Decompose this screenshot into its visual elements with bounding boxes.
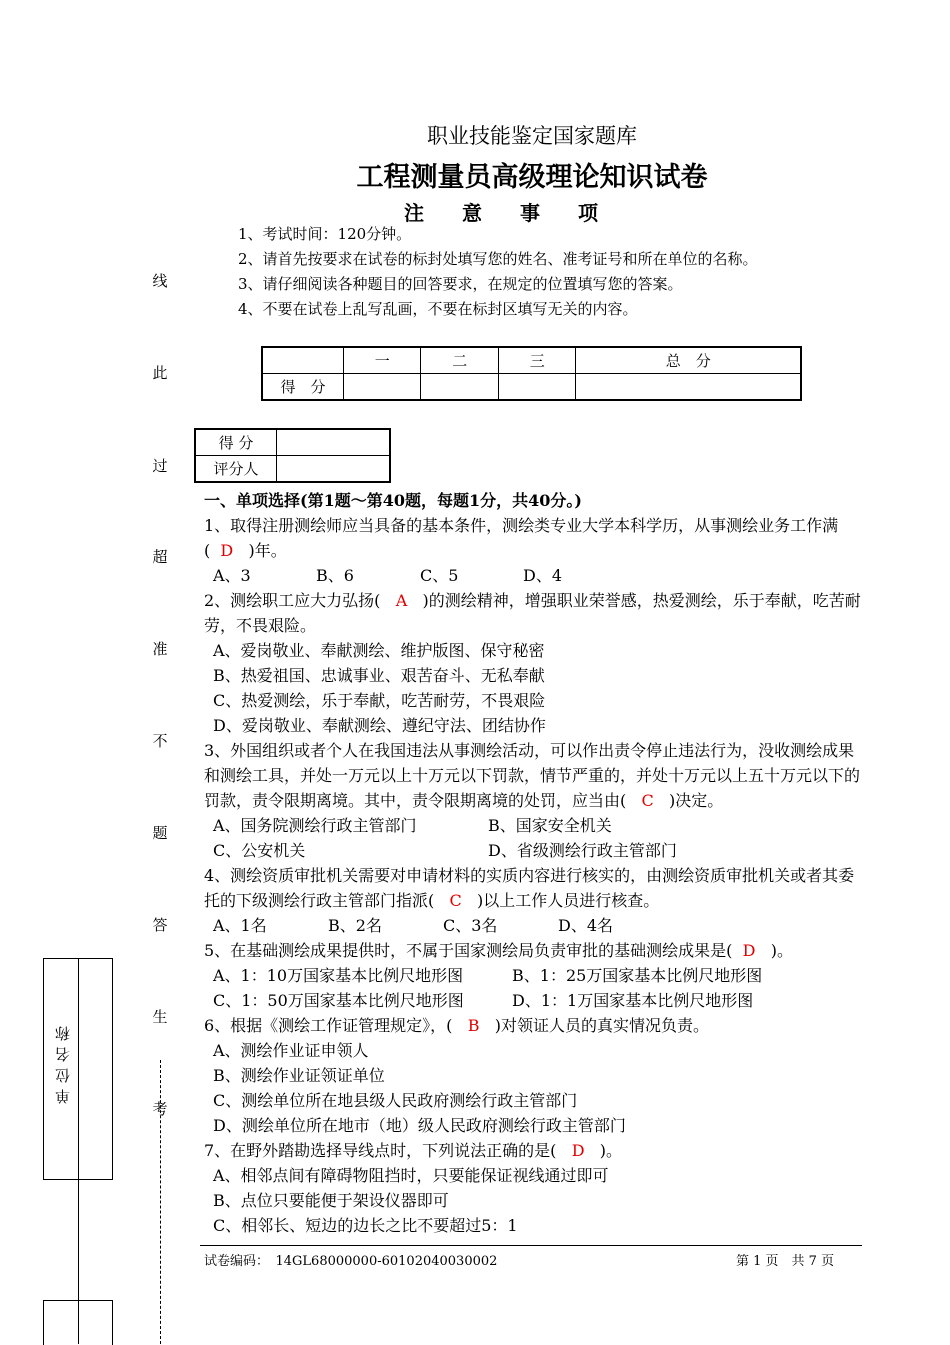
option[interactable]: A、爱岗敬业、奉献测绘、维护版图、保守秘密 [213, 641, 545, 660]
option[interactable]: B、6 [316, 566, 354, 585]
question-text: )年。 [248, 541, 287, 560]
score-table-header: 一 [344, 347, 421, 374]
option[interactable]: B、国家安全机关 [488, 816, 612, 835]
option[interactable]: D、爱岗敬业、奉献测绘、遵纪守法、团结协作 [213, 716, 546, 735]
unit-box-divider [78, 958, 79, 1344]
grader-box [194, 428, 391, 483]
notice-item: 3、请仔细阅读各种题目的回答要求，在规定的位置填写您的答案。 [238, 275, 683, 293]
grader-score-cell[interactable] [277, 429, 391, 456]
option[interactable]: C、3名 [443, 916, 498, 935]
notice-item: 1、考试时间：120分钟。 [238, 225, 412, 243]
option[interactable]: B、热爱祖国、忠诚事业、艰苦奋斗、无私奉献 [213, 666, 545, 685]
question-text: )。 [770, 941, 793, 960]
margin-char: 线 [152, 272, 168, 290]
question-text: )的测绘精神，增强职业荣誉感，热爱测绘，乐于奉献，吃苦耐劳，不畏艰险。 [204, 591, 861, 635]
notice-item: 2、请首先按要求在试卷的标封处填写您的姓名、准考证号和所在单位的名称。 [238, 250, 758, 268]
score-cell[interactable] [498, 374, 575, 401]
unit-name-label [52, 1020, 72, 1110]
margin-char: 此 [152, 364, 168, 382]
answer: A [395, 591, 408, 610]
question-7 [204, 1138, 864, 1163]
answer: C [449, 891, 462, 910]
question-text: )。 [599, 1141, 623, 1160]
option[interactable]: B、点位只要能便于架设仪器即可 [213, 1191, 449, 1210]
score-table-header: 三 [498, 347, 575, 374]
option[interactable]: D、4名 [558, 916, 614, 935]
bank-title: 职业技能鉴定国家题库 [427, 124, 637, 148]
question-text: 3、外国组织或者个人在我国违法从事测绘活动，可以作出责令停止违法行为，没收测绘成果和测绘工具，并处一万元以上十万元以下罚款，情节严重的，并处十万元以上五十万元以下的罚款，责令限期离境。其中，责令限期离境的处罚，应当由( [204, 741, 861, 810]
question-text: )以上工作人员进行核查。 [477, 891, 660, 910]
option[interactable]: A、测绘作业证申领人 [213, 1041, 369, 1060]
question-text: 1、取得注册测绘师应当具备的基本条件，测绘类专业大学本科学历，从事测绘业务工作满( [204, 516, 839, 560]
option[interactable]: C、公安机关 [213, 841, 306, 860]
unit-name-text: 单位名称 [54, 1020, 72, 1104]
question-4 [204, 863, 864, 913]
score-row-label: 得 分 [262, 374, 344, 401]
score-table [261, 346, 802, 401]
section-title: 一、单项选择(第1题～第40题，每题1分，共40分。) [204, 491, 582, 510]
question-1 [204, 513, 864, 563]
exam-code: 试卷编码： 14GL68000000-60102040030002 [204, 1254, 498, 1269]
exam-title: 工程测量员高级理论知识试卷 [356, 162, 708, 193]
option[interactable]: D、测绘单位所在地市（地）级人民政府测绘行政主管部门 [213, 1116, 626, 1135]
answer: D [571, 1141, 585, 1160]
margin-char: 准 [152, 640, 168, 658]
question-text: 6、根据《测绘工作证管理规定》，( [204, 1016, 453, 1035]
option[interactable]: D、4 [523, 566, 563, 585]
option[interactable]: A、1：10万国家基本比例尺地形图 [213, 966, 464, 985]
question-text: )对领证人员的真实情况负责。 [494, 1016, 709, 1035]
option[interactable]: D、省级测绘行政主管部门 [488, 841, 677, 860]
option[interactable]: A、3 [213, 566, 251, 585]
notice-item: 4、不要在试卷上乱写乱画，不要在标封区填写无关的内容。 [238, 300, 638, 318]
question-text: 4、测绘资质审批机关需要对申请材料的实质内容进行核实的，由测绘资质审批机关或者其委托的下级测绘行政主管部门指派( [204, 866, 855, 910]
score-table-header: 二 [421, 347, 498, 374]
grader-name-label: 评分人 [195, 456, 277, 483]
option[interactable]: C、5 [420, 566, 459, 585]
option[interactable]: C、测绘单位所在地县级人民政府测绘行政主管部门 [213, 1091, 578, 1110]
page-number: 第 1 页 共 7 页 [736, 1254, 835, 1269]
name-box [43, 1300, 113, 1345]
grader-name-cell[interactable] [277, 456, 391, 483]
margin-char: 过 [152, 457, 168, 475]
answer: D [742, 941, 756, 960]
margin-char: 生 [152, 1008, 168, 1026]
option[interactable]: A、1名 [213, 916, 267, 935]
question-text: 5、在基础测绘成果提供时，不属于国家测绘局负责审批的基础测绘成果是( [204, 941, 733, 960]
score-table-header: 总 分 [576, 347, 801, 374]
option[interactable]: D、1：1万国家基本比例尺地形图 [512, 991, 754, 1010]
margin-char: 考 [152, 1100, 168, 1118]
option[interactable]: C、热爱测绘，乐于奉献，吃苦耐劳，不畏艰险 [213, 691, 546, 710]
notice-title: 注意事项 [404, 201, 636, 225]
answer: B [467, 1016, 480, 1035]
question-text: )决定。 [669, 791, 724, 810]
question-6 [204, 1013, 864, 1038]
margin-char: 不 [152, 732, 168, 750]
answer: D [220, 541, 234, 560]
option[interactable]: B、2名 [328, 916, 382, 935]
option[interactable]: C、1：50万国家基本比例尺地形图 [213, 991, 464, 1010]
option[interactable]: B、测绘作业证领证单位 [213, 1066, 385, 1085]
option[interactable]: A、国务院测绘行政主管部门 [213, 816, 417, 835]
score-cell[interactable] [576, 374, 801, 401]
question-text: 7、在野外踏勘选择导线点时，下列说法正确的是( [204, 1141, 557, 1160]
score-cell[interactable] [421, 374, 498, 401]
seal-dashed-line [160, 1060, 161, 1344]
option[interactable]: A、相邻点间有障碍物阻挡时，只要能保证视线通过即可 [213, 1166, 609, 1185]
score-table-corner [262, 347, 344, 374]
footer-rule [200, 1245, 862, 1246]
score-cell[interactable] [344, 374, 421, 401]
margin-char: 题 [152, 824, 168, 842]
margin-char: 超 [152, 548, 168, 566]
question-2 [204, 588, 864, 638]
grader-score-label: 得 分 [195, 429, 277, 456]
question-text: 2、测绘职工应大力弘扬( [204, 591, 381, 610]
margin-char: 答 [152, 916, 168, 934]
option[interactable]: C、相邻长、短边的边长之比不要超过5：1 [213, 1216, 518, 1235]
question-5 [204, 938, 864, 963]
question-3 [204, 738, 864, 813]
option[interactable]: B、1：25万国家基本比例尺地形图 [512, 966, 763, 985]
answer: C [641, 791, 654, 810]
